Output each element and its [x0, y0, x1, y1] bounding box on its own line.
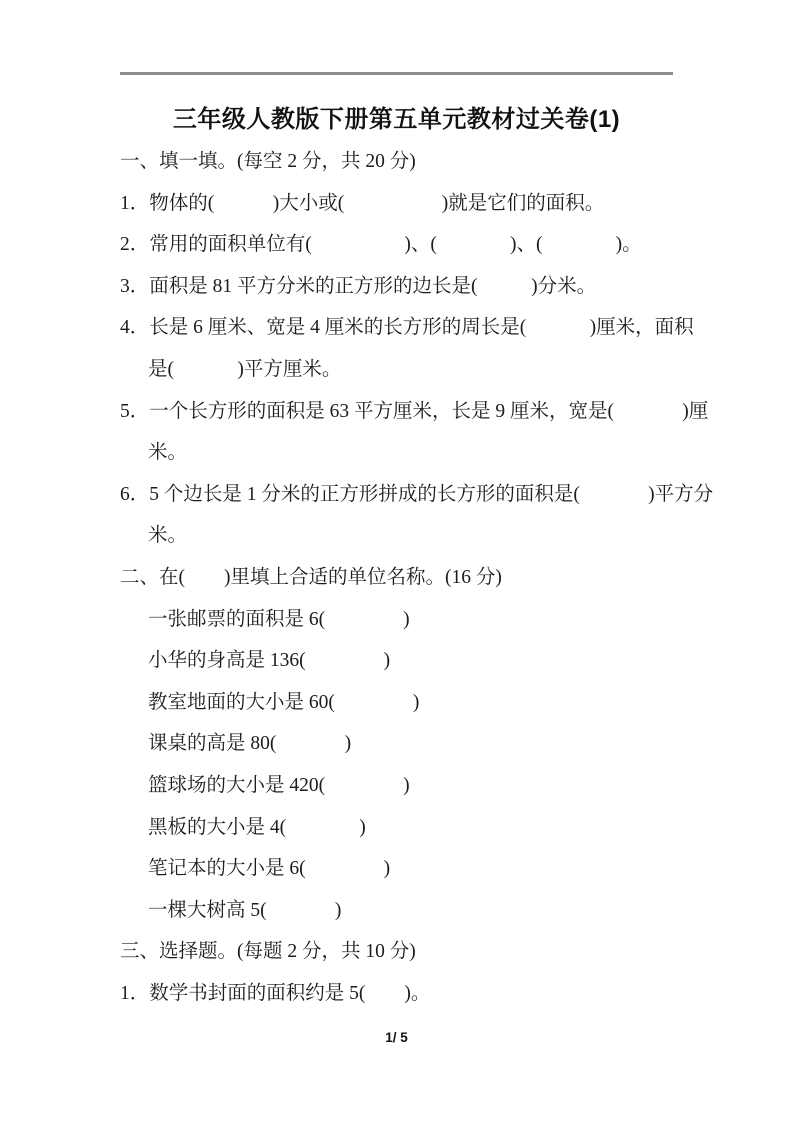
question-line: 6．5 个边长是 1 分米的正方形拼成的长方形的面积是( )平方分	[120, 483, 714, 505]
section-heading: 三、选择题。(每题 2 分，共 10 分)	[120, 941, 416, 963]
unit-item-line: 笔记本的大小是 6( )	[148, 858, 391, 880]
worksheet-body	[120, 141, 714, 1014]
unit-item-line: 教室地面的大小是 60( )	[148, 691, 420, 713]
question-line: 1．物体的( )大小或( )就是它们的面积。	[120, 192, 605, 214]
section-heading: 二、在( )里填上合适的单位名称。(16 分)	[120, 566, 502, 588]
unit-item-line: 一张邮票的面积是 6( )	[148, 608, 410, 630]
unit-item-line: 小华的身高是 136( )	[148, 650, 391, 672]
unit-item-line: 一棵大树高 5( )	[148, 899, 342, 921]
page-number: 1/ 5	[385, 1030, 408, 1045]
question-line: 3．面积是 81 平方分米的正方形的边长是( )分米。	[120, 275, 597, 297]
question-line: 4．长是 6 厘米、宽是 4 厘米的长方形的周长是( )厘米，面积	[120, 317, 694, 339]
section-heading: 一、填一填。(每空 2 分，共 20 分)	[120, 151, 416, 172]
question-continuation: 米。	[148, 525, 188, 547]
question-line: 5．一个长方形的面积是 63 平方厘米，长是 9 厘米，宽是( )厘	[120, 400, 709, 422]
unit-item-line: 课桌的高是 80( )	[148, 733, 352, 755]
question-continuation: 是( )平方厘米。	[148, 358, 342, 380]
unit-item-line: 黑板的大小是 4( )	[148, 816, 366, 838]
question-line: 2．常用的面积单位有( )、( )、( )。	[120, 234, 642, 256]
unit-item-line: 篮球场的大小是 420( )	[148, 774, 410, 796]
header-divider	[120, 72, 673, 75]
question-continuation: 米。	[148, 442, 188, 464]
question-line: 1．数学书封面的面积约是 5( )。	[120, 982, 431, 1004]
page-title: 三年级人教版下册第五单元教材过关卷(1)	[172, 106, 621, 133]
